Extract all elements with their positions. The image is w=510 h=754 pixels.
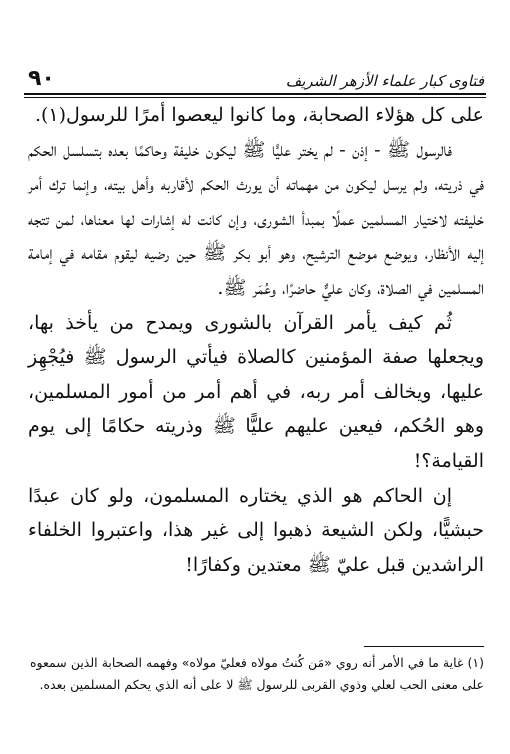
paragraph: ثُم كيف يأمر القرآن بالشورى ويمدح من يأخذ بها، ويجعلها صفة المؤمنين كالصلاة فيأتي الرسول ﷺ فيُجْهِز عليها، ويخالف أمر ربه، في أهم أمر من أمور المسلمين، وهو الحُكم، فيعين عليهم عليًّا ﷺ وذريته حكامًا إلى يوم القيامة؟! [28,311,484,472]
footnote-area [30,652,484,696]
paragraph: إن الحاكم هو الذي يختاره المسلمون، ولو كان عبدًا حبشيًّا، ولكن الشيعة ذهبوا إلى غير هذا، واعتبروا الخلفاء الراشدين قبل عليّ ﷺ معتدين وكفارًا! [28,484,484,576]
footnote: (١) غاية ما في الأمر أنه روي «مَن كُنتُ مولاه فعليّ مولاه» وفهمه الصحابة الذين سمعوه على معنى الحب لعلي وذوي القربى للرسول ﷺ لا على أنه الذي يحكم المسلمين بعده. [30,655,484,692]
footnote-separator [364,646,484,647]
page-header [24,60,486,90]
paragraph: فالرسول ﷺ - إذن - لم يختر عليًّا ﷺ ليكون خليفة وحاكمًا بعده بتسلسل الحكم في ذريته، ولم يرسل ليكون من مهماته أن يورث الحكم لأقاربه وأهل بيته، وإنما ترك أمر خليفته لاختيار المسلمين عملًا بمبدأ الشورى، وإن كانت له إشارات لها معناها، لمن تتجه إليه الأنظار، ويوضع موضع الترشيح، وهو أبو بكر ﷺ حين رضيه ليقوم مقامه في إمامة المسلمين في الصلاة، وكان عليٌّ حاضرًا، وعُمَر ﷺ. [28,138,484,299]
running-title: فتاوى كبار علماء الأزهر الشريف [285,72,484,90]
paragraph: على كل هؤلاء الصحابة، وما كانوا ليعصوا أمرًا للرسول(١). [34,104,484,126]
page-number: ٩٠ [28,66,55,91]
header-rule-thick [24,93,486,95]
main-text [28,98,484,582]
